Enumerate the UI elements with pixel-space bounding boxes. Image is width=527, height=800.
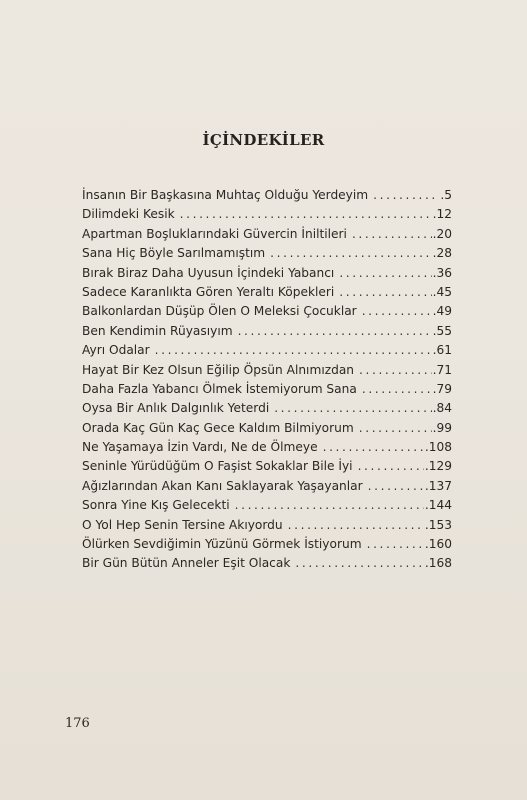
toc-entry <box>82 302 452 321</box>
entry-title: O Yol Hep Senin Tersine Akıyordu <box>82 517 283 532</box>
entry-page-number: .71 <box>432 362 452 377</box>
toc-entry <box>82 283 452 302</box>
entry-title: Ölürken Sevdiğimin Yüzünü Görmek İstiyorum <box>82 537 362 552</box>
toc-entry <box>82 361 452 380</box>
entry-title: Balkonlardan Düşüp Ölen O Meleksi Çocuklar <box>82 304 357 319</box>
dot-leader <box>368 477 424 496</box>
toc-entry <box>82 477 452 496</box>
dot-leader <box>367 535 424 554</box>
toc-entry <box>82 225 452 244</box>
entry-page-number: .79 <box>432 381 452 396</box>
entry-title: Ben Kendimin Rüyasıyım <box>82 323 233 338</box>
toc-entry <box>82 457 452 476</box>
entry-title: Oysa Bir Anlık Dalgınlık Yeterdi <box>82 401 270 416</box>
toc-entry <box>82 322 452 341</box>
entry-title: Orada Kaç Gün Kaç Gece Kaldım Bilmiyorum <box>82 420 354 435</box>
dot-leader <box>358 457 424 476</box>
dot-leader <box>362 380 432 399</box>
dot-leader <box>362 302 432 321</box>
dot-leader <box>180 205 432 224</box>
entry-page-number: .108 <box>424 440 452 455</box>
table-of-contents <box>82 186 452 574</box>
dot-leader <box>323 438 424 457</box>
entry-page-number: .144 <box>424 498 452 513</box>
dot-leader <box>155 341 432 360</box>
dot-leader <box>352 225 432 244</box>
page-title: İÇİNDEKİLER <box>202 131 325 149</box>
entry-title: Ağızlarından Akan Kanı Saklayarak Yaşayanlar <box>82 478 363 493</box>
entry-page-number: .55 <box>432 323 452 338</box>
entry-page-number: .45 <box>432 284 452 299</box>
toc-entry <box>82 341 452 360</box>
entry-page-number: .84 <box>432 401 452 416</box>
entry-title: Apartman Boşluklarındaki Güvercin İniltileri <box>82 226 347 241</box>
toc-entry <box>82 516 452 535</box>
entry-page-number: .20 <box>432 226 452 241</box>
entry-title: Ne Yaşamaya İzin Vardı, Ne de Ölmeye <box>82 440 318 455</box>
entry-page-number: .99 <box>432 420 452 435</box>
toc-entry <box>82 496 452 515</box>
entry-title: Sadece Karanlıkta Gören Yeraltı Köpekleri <box>82 284 335 299</box>
entry-title: Dilimdeki Kesik <box>82 207 175 222</box>
dot-leader <box>339 264 431 283</box>
entry-page-number: .28 <box>432 246 452 261</box>
entry-page-number: .129 <box>424 459 452 474</box>
entry-title: Sana Hiç Böyle Sarılmamıştım <box>82 246 266 261</box>
dot-leader <box>339 283 431 302</box>
toc-entry <box>82 535 452 554</box>
entry-page-number: .49 <box>432 304 452 319</box>
dot-leader <box>288 516 424 535</box>
toc-entry <box>82 244 452 263</box>
entry-page-number: .5 <box>440 188 452 202</box>
dot-leader <box>373 186 439 205</box>
entry-title: Hayat Bir Kez Olsun Eğilip Öpsün Alnımızdan <box>82 362 355 377</box>
entry-title: Bir Gün Bütün Anneler Eşit Olacak <box>82 556 291 571</box>
entry-title: Daha Fazla Yabancı Ölmek İstemiyorum Sana <box>82 381 357 396</box>
entry-page-number: .168 <box>424 556 452 571</box>
dot-leader <box>270 244 431 263</box>
entry-title: Bırak Biraz Daha Uyusun İçindeki Yabancı <box>82 265 335 280</box>
dot-leader <box>295 554 423 573</box>
toc-entry <box>82 264 452 283</box>
toc-entry <box>82 186 452 205</box>
folio-page-number: 176 <box>65 716 90 731</box>
dot-leader <box>274 399 431 418</box>
entry-page-number: .12 <box>432 207 452 222</box>
entry-title: Seninle Yürüdüğüm O Faşist Sokaklar Bile İyi <box>82 459 353 474</box>
toc-entry <box>82 399 452 418</box>
toc-entry <box>82 205 452 224</box>
entry-page-number: .160 <box>424 537 452 552</box>
toc-entry <box>82 554 452 573</box>
entry-title: İnsanın Bir Başkasına Muhtaç Olduğu Yerdeyim <box>82 188 369 202</box>
toc-entry <box>82 438 452 457</box>
entry-page-number: .61 <box>432 343 452 358</box>
entry-title: Ayrı Odalar <box>82 343 150 358</box>
dot-leader <box>238 322 432 341</box>
entry-page-number: .137 <box>424 478 452 493</box>
entry-page-number: .36 <box>432 265 452 280</box>
dot-leader <box>359 419 432 438</box>
dot-leader <box>235 496 424 515</box>
dot-leader <box>359 361 432 380</box>
toc-entry <box>82 419 452 438</box>
entry-title: Sonra Yine Kış Gelecekti <box>82 498 230 513</box>
toc-entry <box>82 380 452 399</box>
entry-page-number: .153 <box>424 517 452 532</box>
